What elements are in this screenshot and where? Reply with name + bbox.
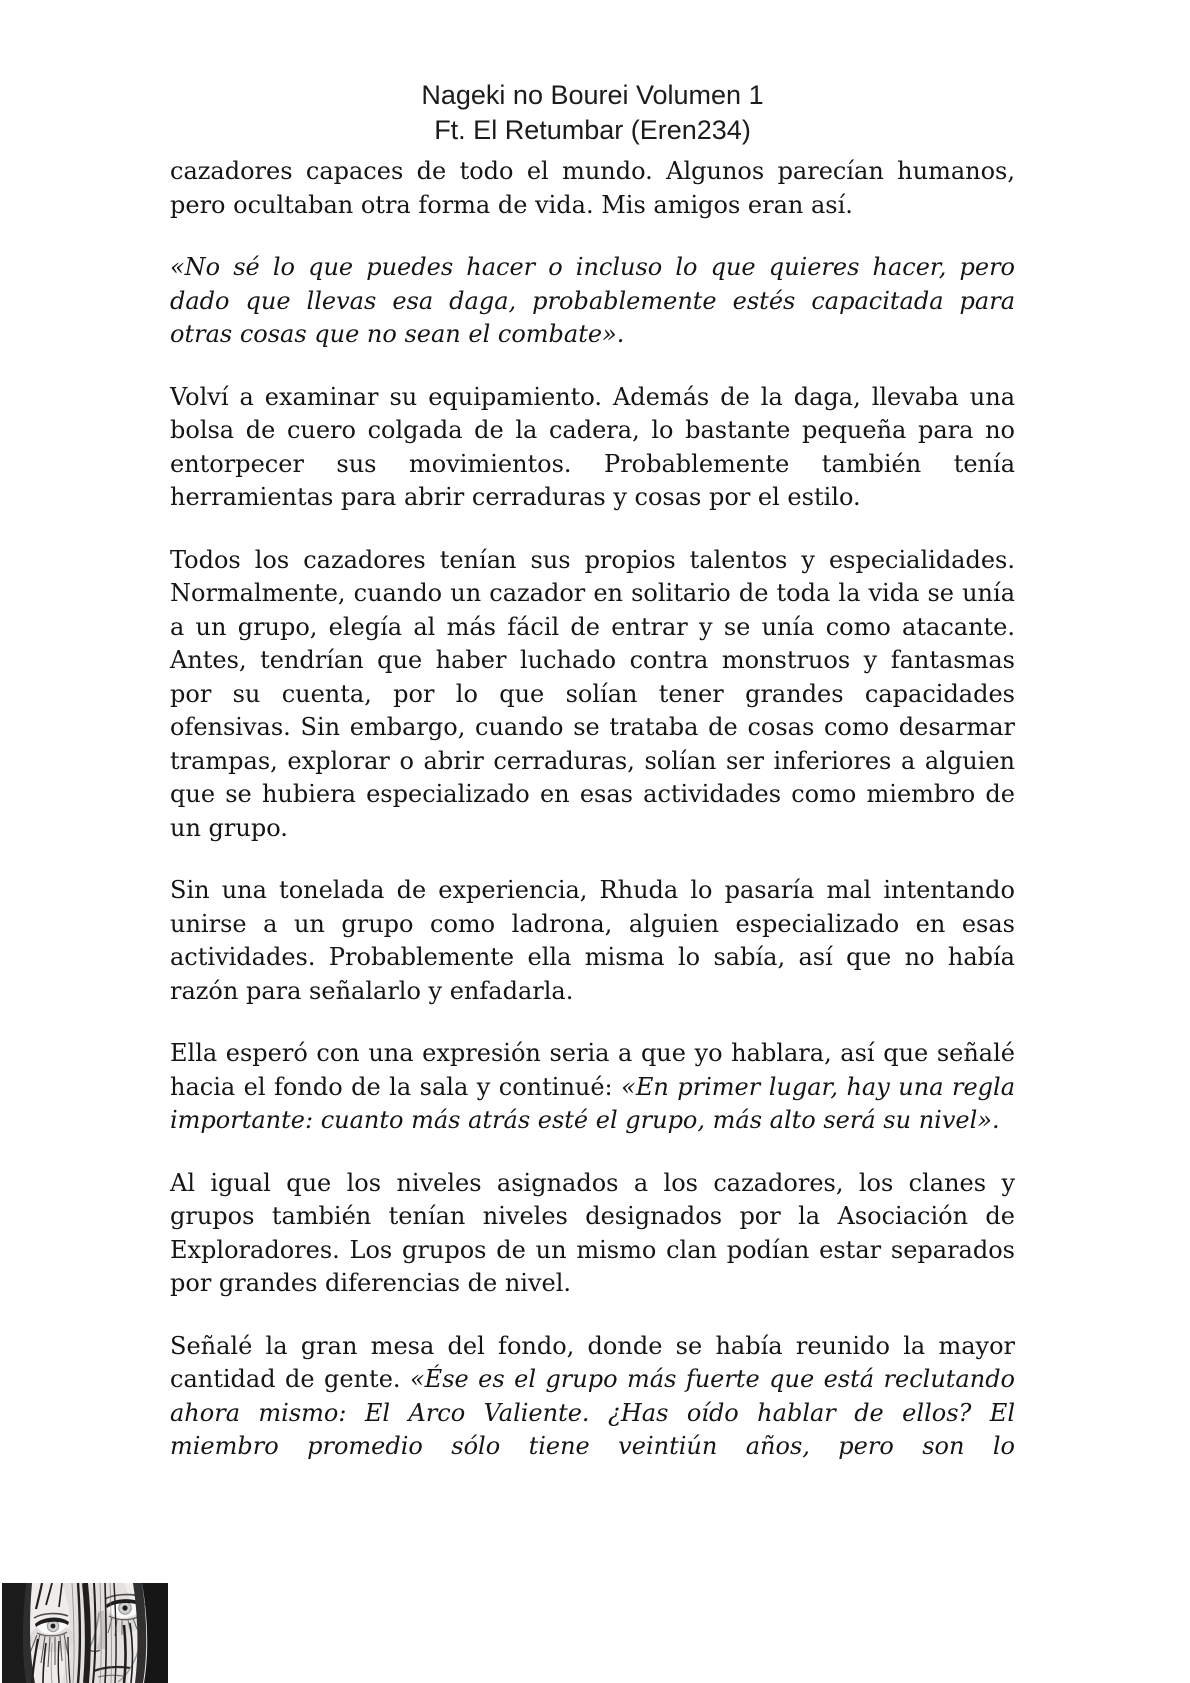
paragraph-6-narration: Ella esperó con una expresión seria a que yo hablara, así que señalé hacia el fondo de la sala y continué: [170, 1039, 1015, 1101]
paragraph-6-quote: «En primer lugar, hay una regla importante: cuanto más atrás esté el grupo, más alto será su nivel». [170, 1072, 1016, 1134]
paragraph-2-quote: «No sé lo que puedes hacer o incluso lo que quieres hacer, pero dado que llevas esa daga, probablemente estés capacitada para otras cosas que no sean el combate». [170, 253, 1015, 348]
paragraph-5-text: Sin una tonelada de experiencia, Rhuda lo pasaría mal intentando unirse a un grupo como ladrona, alguien especializado en esas actividades. Probablemente ella misma lo sabía, así que no había razón para señalarlo y enfadarla. [170, 876, 1015, 1005]
header-subtitle: Ft. El Retumbar (Eren234) [434, 115, 751, 145]
paragraph-7-text: Al igual que los niveles asignados a los cazadores, los clanes y grupos también tenían niveles designados por la Asociación de Exploradores. Los grupos de un mismo clan podían estar separados por grandes diferencias de nivel. [170, 1168, 1015, 1297]
paragraph-1-text: cazadores capaces de todo el mundo. Algunos parecían humanos, pero ocultaban otra forma de vida. Mis amigos eran así. [170, 157, 1015, 219]
manga-face-illustration [2, 1583, 168, 1683]
manga-face-drawing [2, 1583, 168, 1683]
paragraph-2 [170, 251, 1015, 352]
paragraph-8-narration: Señalé la gran mesa del fondo, donde se había reunido la mayor cantidad de gente. [170, 1331, 1015, 1393]
paragraph-3 [170, 381, 1015, 515]
paragraph-3-text: Volví a examinar su equipamiento. Además de la daga, llevaba una bolsa de cuero colgada de la cadera, lo bastante pequeña para no entorpecer sus movimientos. Probablemente también tenía herramientas para abrir cerraduras y cosas por el estilo. [170, 382, 1015, 511]
paragraph-6 [170, 1037, 1015, 1138]
paragraph-5 [170, 874, 1015, 1008]
paragraph-7 [170, 1167, 1015, 1301]
page-header [170, 78, 1015, 148]
paragraph-4-text: Todos los cazadores tenían sus propios talentos y especialidades. Normalmente, cuando un cazador en solitario de toda la vida se unía a un grupo, elegía al más fácil de entrar y se unía como atacante. Antes, tendrían que haber luchado contra monstruos y fantasmas por su cuenta, por lo que solían tener grandes capacidades ofensivas. Sin embargo, cuando se trataba de cosas como desarmar trampas, explorar o abrir cerraduras, solían ser inferiores a alguien que se hubiera especializado en esas actividades como miembro de un grupo. [170, 545, 1015, 842]
header-title: Nageki no Bourei Volumen 1 [421, 80, 764, 110]
paragraph-8-quote: «Ése es el grupo más fuerte que está reclutando ahora mismo: El Arco Valiente. ¿Has oído hablar de ellos? El miembro promedio sólo tiene veintiún años, pero son lo [170, 1365, 1016, 1460]
paragraph-8 [170, 1330, 1015, 1464]
paragraph-4 [170, 544, 1015, 846]
paragraph-1 [170, 155, 1015, 222]
text-column [170, 78, 1015, 1493]
